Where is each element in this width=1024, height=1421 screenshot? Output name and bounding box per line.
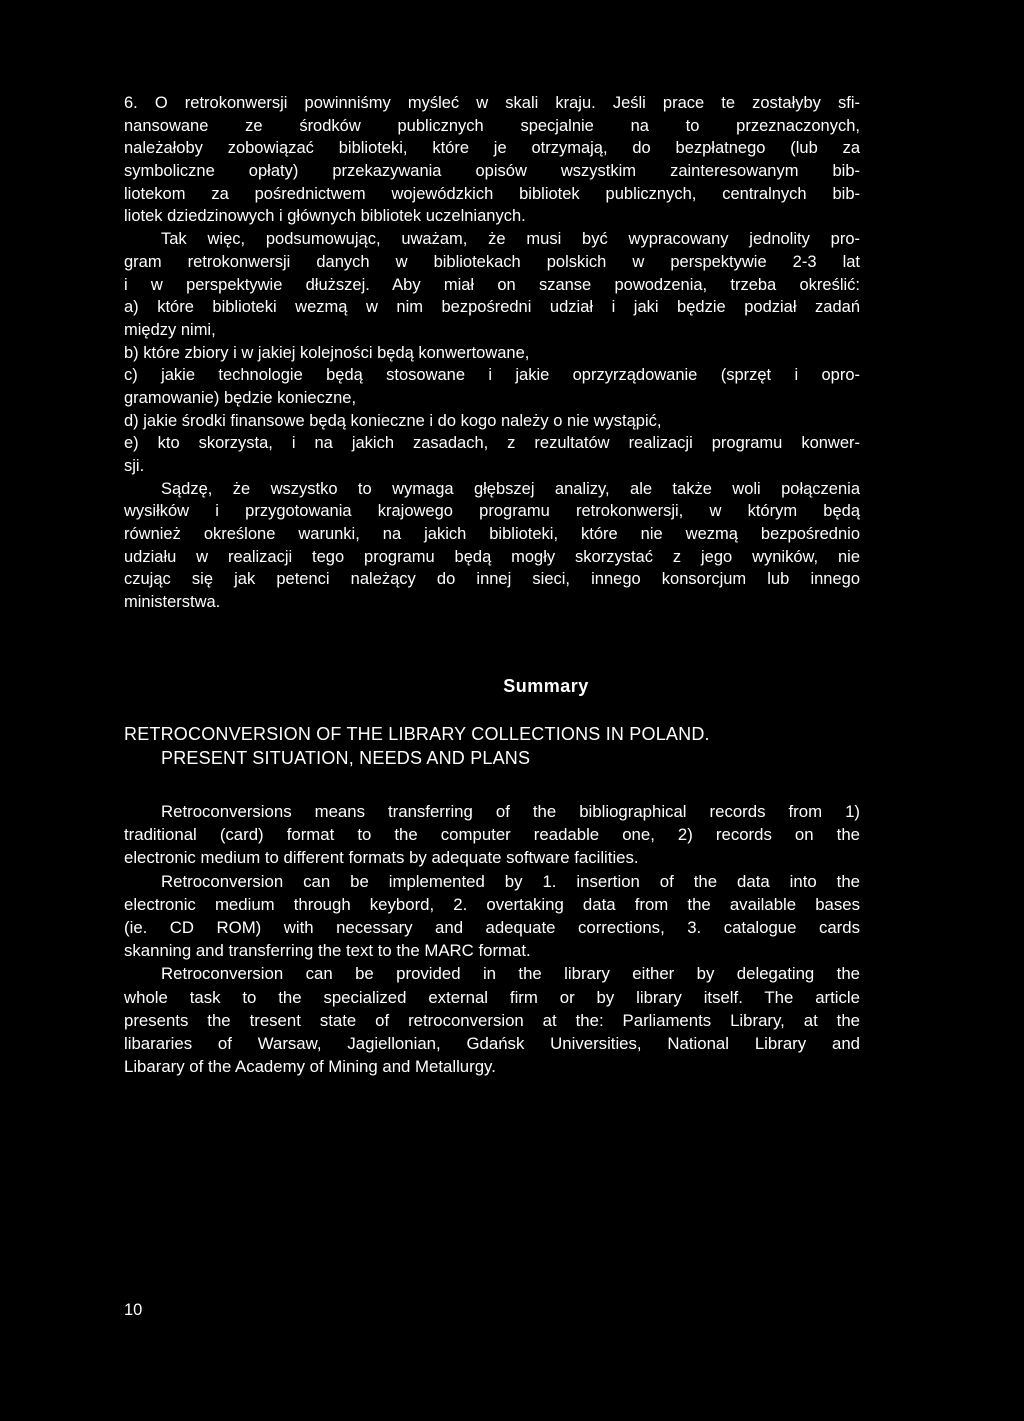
summary-line: (ie. CD ROM) with necessary and adequate corrections, 3. catalogue cards bbox=[124, 917, 860, 937]
text-line: e) kto skorzysta, i na jakich zasadach, z rezultatów realizacji programu konwer- bbox=[124, 434, 860, 453]
summary-line: traditional (card) format to the computer readable one, 2) records on the bbox=[124, 825, 860, 845]
text-line: a) które biblioteki wezmą w nim bezpośredni udział i jaki będzie podział zadań bbox=[124, 298, 860, 317]
text-line: b) które zbiory i w jakiej kolejności będą konwertowane, bbox=[124, 343, 530, 362]
text-line: d) jakie środki finansowe będą konieczne i do kogo należy o nie wystąpić, bbox=[124, 411, 662, 430]
text-line: udziału w realizacji tego programu będą mogły skorzystać z jego wyników, nie bbox=[124, 547, 860, 566]
text-line: należałoby zobowiązać biblioteki, które je otrzymają, do bezpłatnego (lub za bbox=[124, 139, 860, 158]
summary-line: libararies of Warsaw, Jagiellonian, Gdańsk Universities, National Library and bbox=[124, 1033, 860, 1053]
text-line: Tak więc, podsumowując, uważam, że musi być wypracowany jednolity pro- bbox=[161, 230, 860, 249]
summary-line: Retroconversion can be provided in the library either by delegating the bbox=[161, 964, 860, 984]
text-line: c) jakie technologie będą stosowane i jakie oprzyrządowanie (sprzęt i opro- bbox=[124, 366, 860, 385]
summary-line: electronic medium through keybord, 2. overtaking data from the available bases bbox=[124, 894, 860, 914]
summary-line: electronic medium to different formats by adequate software facilities. bbox=[124, 848, 639, 868]
text-line: również określone warunki, na jakich biblioteki, które nie wezmą bezpośrednio bbox=[124, 525, 860, 544]
text-line: symboliczne opłaty) przekazywania opisów wszystkim zainteresowanym bib- bbox=[124, 162, 860, 181]
text-line: nansowane ze środków publicznych specjalnie na to przeznaczonych, bbox=[124, 116, 860, 135]
text-line: liotek dziedzinowych i głównych bibliotek uczelnianych. bbox=[124, 207, 526, 226]
main-text-block bbox=[124, 92, 860, 614]
text-line: liotekom za pośrednictwem wojewódzkich bibliotek publicznych, centralnych bib- bbox=[124, 184, 860, 203]
summary-title bbox=[124, 722, 868, 770]
text-line: między nimi, bbox=[124, 320, 216, 339]
text-line: czując się jak petenci należący do innej sieci, innego konsorcjum lub innego bbox=[124, 570, 860, 589]
summary-line: Retroconversions means transferring of the bibliographical records from 1) bbox=[161, 802, 860, 821]
summary-line: Libarary of the Academy of Mining and Metallurgy. bbox=[124, 1057, 496, 1077]
text-line: gram retrokonwersji danych w bibliotekach polskich w perspektywie 2-3 lat bbox=[124, 252, 860, 271]
summary-line: whole task to the specialized external firm or by library itself. The article bbox=[124, 987, 860, 1007]
page-content bbox=[124, 92, 860, 1077]
summary-line: presents the tresent state of retroconversion at the: Parliaments Library, at the bbox=[124, 1010, 860, 1030]
summary-title-line: PRESENT SITUATION, NEEDS AND PLANS bbox=[161, 748, 531, 768]
text-line: wysiłków i przygotowania krajowego programu retrokonwersji, w którym będą bbox=[124, 502, 860, 521]
text-line: Sądzę, że wszystko to wymaga głębszej analizy, ale także woli połączenia bbox=[161, 479, 860, 498]
text-line: ministerstwa. bbox=[124, 593, 221, 612]
summary-heading: Summary bbox=[503, 676, 589, 696]
summary-line: skanning and transferring the text to the MARC format. bbox=[124, 941, 531, 961]
page-number: 10 bbox=[124, 1301, 143, 1319]
text-line: gramowanie) będzie konieczne, bbox=[124, 388, 357, 407]
summary-body bbox=[124, 800, 860, 1078]
summary-line: Retroconversion can be implemented by 1. insertion of the data into the bbox=[161, 871, 860, 891]
summary-title-line: RETROCONVERSION OF THE LIBRARY COLLECTIONS IN POLAND. bbox=[124, 724, 710, 744]
text-line: 6. O retrokonwersji powinniśmy myśleć w skali kraju. Jeśli prace te zostałyby sfi- bbox=[124, 94, 860, 112]
text-line: i w perspektywie dłuższej. Aby miał on szanse powodzenia, trzeba określić: bbox=[124, 275, 860, 294]
text-line: sji. bbox=[124, 457, 145, 475]
